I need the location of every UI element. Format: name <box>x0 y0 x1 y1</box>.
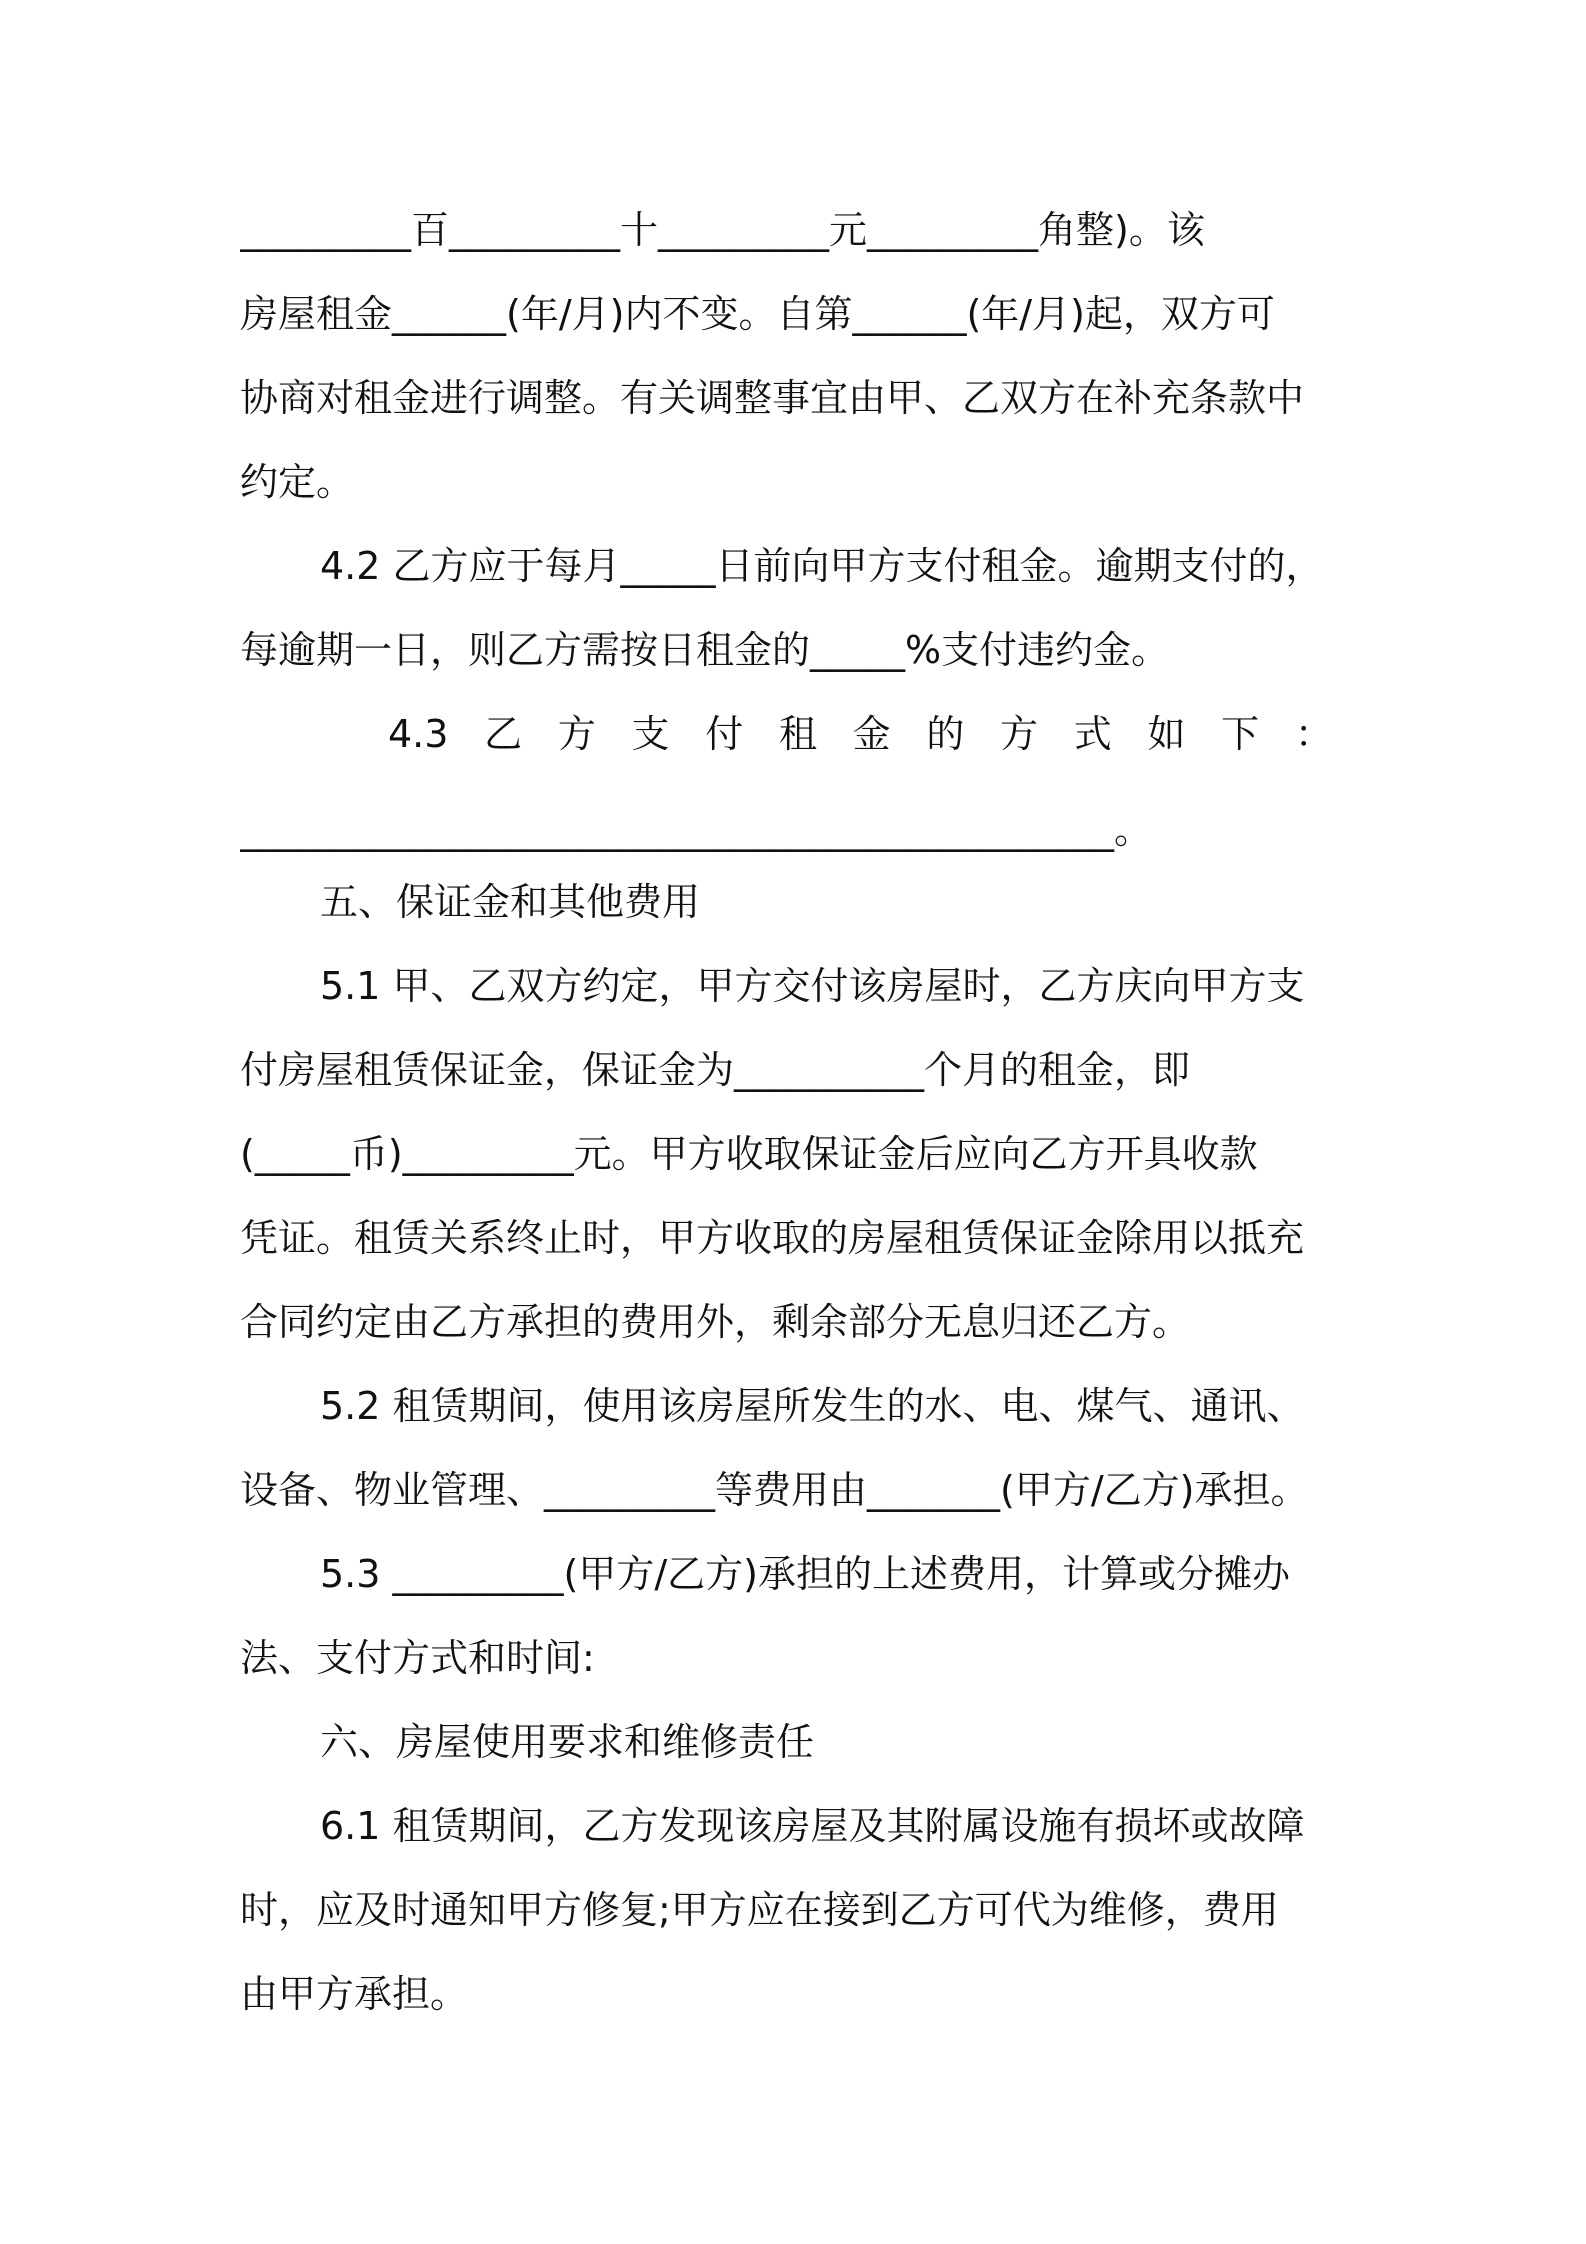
rent-adjust-line: 协商对租金进行调整。有关调整事宜由甲、乙双方在补充条款中 <box>240 376 1305 420</box>
clause-5-2-line-2: 设备、物业管理、_________等费用由_______(甲方/乙方)承担。 <box>240 1468 1309 1512</box>
clause-4-3-char: 式 <box>1073 712 1112 756</box>
rent-term-line: 房屋租金______(年/月)内不变。自第______(年/月)起，双方可 <box>240 292 1275 336</box>
section-6-heading: 六、房屋使用要求和维修责任 <box>320 1720 815 1764</box>
clause-4-3-char: 付 <box>705 712 744 756</box>
clause-5-3-line-2: 法、支付方式和时间: <box>240 1636 595 1680</box>
clause-4-3-char: 支 <box>631 712 670 756</box>
clause-5-1-line-1: 5.1 甲、乙双方约定，甲方交付该房屋时，乙方庆向甲方支 <box>320 964 1305 1008</box>
rent-amount-line: _________百_________十_________元_________角整)。该 <box>240 208 1205 252</box>
clause-4-3-char: 乙 <box>484 712 523 756</box>
clause-4-3-char: 的 <box>926 712 965 756</box>
clause-4-3-char: 方 <box>557 712 596 756</box>
clause-5-1-line-4: 凭证。租赁关系终止时，甲方收取的房屋租赁保证金除用以抵充 <box>240 1216 1305 1260</box>
clause-5-1-line-5: 合同约定由乙方承担的费用外，剩余部分无息归还乙方。 <box>240 1300 1191 1344</box>
clause-4-3-char: 租 <box>778 712 817 756</box>
clause-4-3-heading <box>388 708 1333 760</box>
clause-4-3-char: 下 <box>1221 712 1260 756</box>
clause-6-1-line-1: 6.1 租赁期间，乙方发现该房屋及其附属设施有损坏或故障 <box>320 1804 1305 1848</box>
clause-5-3-line-1: 5.3 _________(甲方/乙方)承担的上述费用，计算或分摊办 <box>320 1552 1290 1596</box>
clause-5-2-line-1: 5.2 租赁期间，使用该房屋所发生的水、电、煤气、通讯、 <box>320 1384 1305 1428</box>
clause-4-3-char: ： <box>1294 712 1333 756</box>
clause-4-2-line-2: 每逾期一日，则乙方需按日租金的_____%支付违约金。 <box>240 628 1170 672</box>
clause-5-1-line-3: (_____币)_________元。甲方收取保证金后应向乙方开具收款 <box>240 1132 1258 1176</box>
clause-6-1-line-2: 时，应及时通知甲方修复;甲方应在接到乙方可代为维修，费用 <box>240 1888 1279 1932</box>
clause-6-1-line-3: 由甲方承担。 <box>240 1972 469 2016</box>
clause-4-3-char: 金 <box>852 712 891 756</box>
rent-agree-line: 约定。 <box>240 460 355 504</box>
section-5-heading: 五、保证金和其他费用 <box>320 880 701 924</box>
clause-4-3-blank-line: ______________________________________________。 <box>240 808 1153 852</box>
clause-4-3-char: 4.3 <box>388 712 449 756</box>
clause-4-3-char: 如 <box>1147 712 1186 756</box>
clause-5-1-line-2: 付房屋租赁保证金，保证金为__________个月的租金，即 <box>240 1048 1191 1092</box>
clause-4-2-line-1: 4.2 乙方应于每月_____日前向甲方支付租金。逾期支付的， <box>320 544 1324 588</box>
clause-4-3-char: 方 <box>1000 712 1039 756</box>
